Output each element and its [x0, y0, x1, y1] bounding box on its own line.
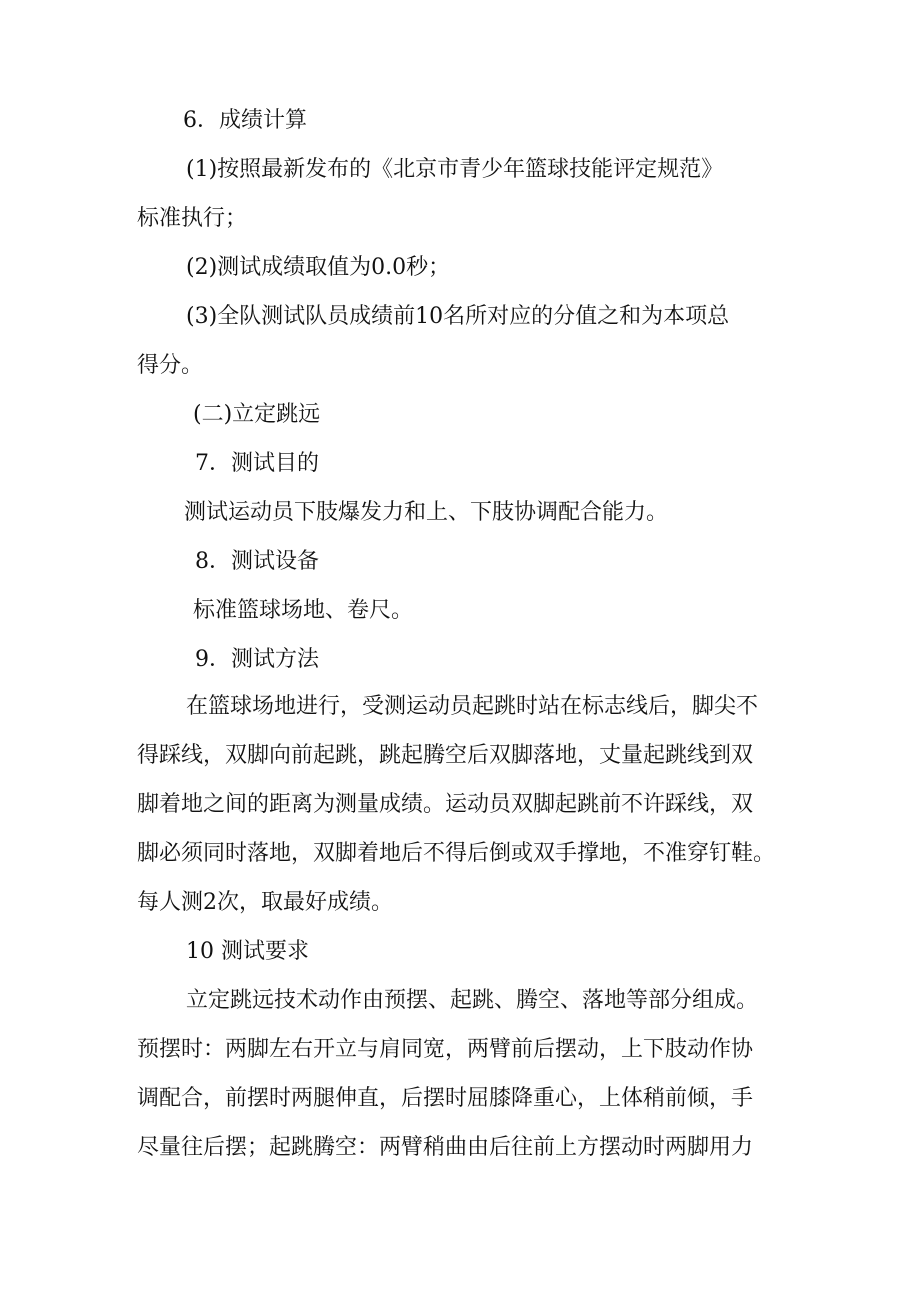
paragraph-line: 每人测2次，取最好成绩。 [137, 890, 393, 915]
section-heading-test-equipment: 8．测试设备 [195, 549, 319, 574]
paragraph-line: 立定跳远技术动作由预摆、起跳、腾空、落地等部分组成。 [186, 988, 759, 1013]
paragraph-line: 标准执行； [137, 206, 248, 231]
section-heading-test-requirements: 10 测试要求 [186, 939, 309, 964]
paragraph-line: (3)全队测试队员成绩前10名所对应的分值之和为本项总 [186, 304, 730, 329]
paragraph-line: (1)按照最新发布的《北京市青少年篮球技能评定规范》 [186, 157, 724, 182]
paragraph-line: 尽量往后摆；起跳腾空：两臂稍曲由后往前上方摆动时两脚用力 [137, 1135, 754, 1160]
section-heading-test-method: 9．测试方法 [195, 647, 319, 672]
paragraph-line: (2)测试成绩取值为0.0秒； [186, 255, 451, 280]
paragraph-line: 在篮球场地进行，受测运动员起跳时站在标志线后，脚尖不 [186, 694, 759, 719]
section-heading-score-calculation: 6．成绩计算 [183, 108, 307, 133]
paragraph-line: 脚着地之间的距离为测量成绩。运动员双脚起跳前不许踩线，双 [137, 792, 754, 817]
section-heading-standing-long-jump: (二)立定跳远 [193, 402, 321, 427]
section-heading-test-purpose: 7．测试目的 [195, 451, 319, 476]
paragraph-line: 标准篮球场地、卷尺。 [193, 598, 414, 623]
paragraph-line: 测试运动员下肢爆发力和上、下肢协调配合能力。 [184, 500, 669, 525]
paragraph-line: 脚必须同时落地，双脚着地后不得后倒或双手撑地，不准穿钉鞋。 [137, 841, 776, 866]
paragraph-line: 得踩线，双脚向前起跳，跳起腾空后双脚落地，丈量起跳线到双 [137, 743, 754, 768]
paragraph-line: 预摆时：两脚左右开立与肩同宽，两臂前后摆动，上下肢动作协 [137, 1037, 754, 1062]
paragraph-line: 得分。 [137, 353, 204, 378]
paragraph-line: 调配合，前摆时两腿伸直，后摆时屈膝降重心，上体稍前倾，手 [137, 1086, 754, 1111]
